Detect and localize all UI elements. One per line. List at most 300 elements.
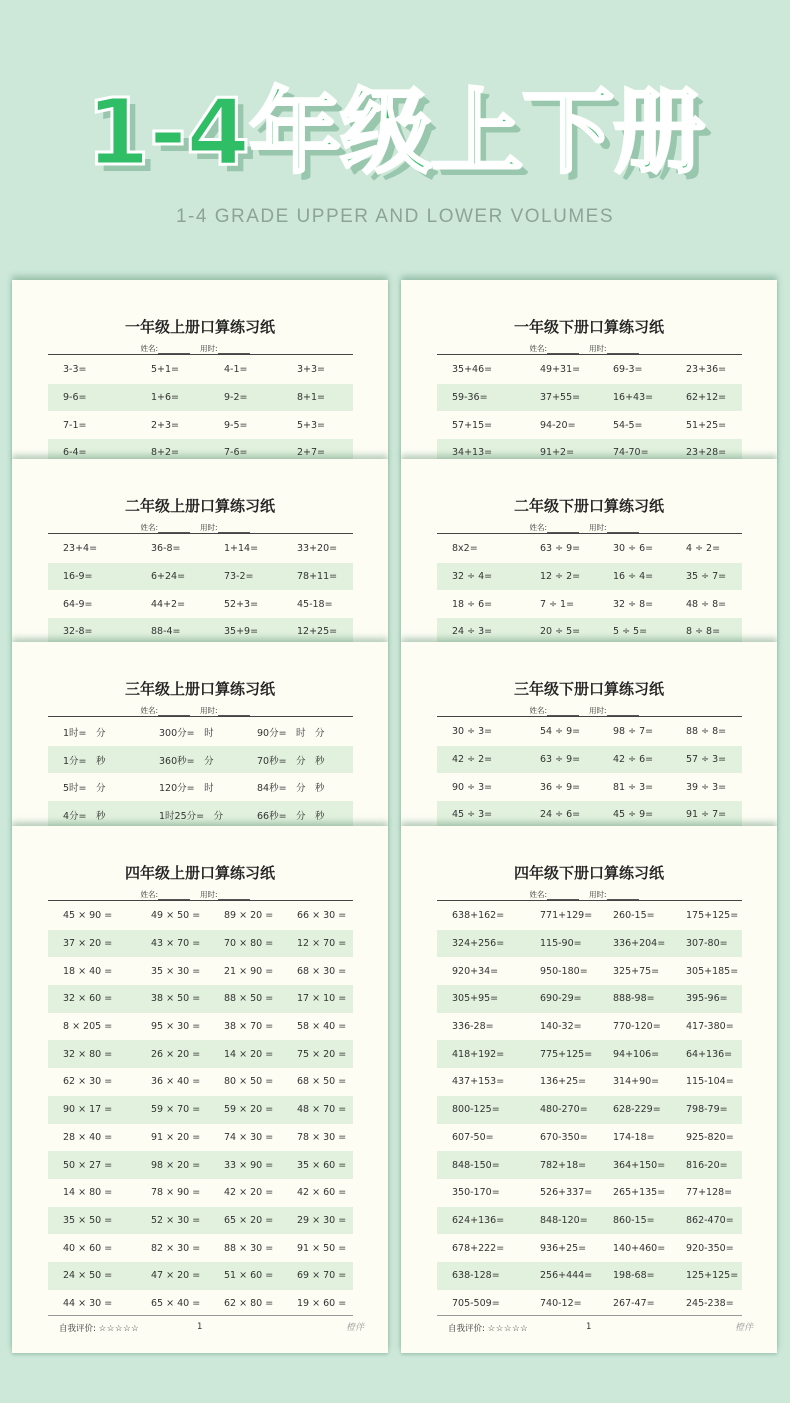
problem-cell: 437+153= (452, 1076, 505, 1088)
problem-cell: 2+7= (297, 447, 326, 459)
problem-cell: 49 × 50 = (151, 910, 201, 922)
problem-cell: 24 ÷ 3= (452, 626, 493, 638)
name-blank (547, 891, 579, 900)
header-rule (48, 533, 353, 534)
problem-cell: 9-5= (224, 419, 248, 431)
table-row (437, 1068, 742, 1096)
time-blank (607, 707, 639, 716)
problem-cell: 8x2= (452, 543, 478, 555)
problem-cell: 624+136= (452, 1214, 505, 1226)
sheet-title: 二年级上册口算练习纸 (124, 497, 275, 515)
problem-cell: 74-70= (613, 447, 649, 459)
table-row (48, 746, 353, 774)
name-blank (547, 345, 579, 354)
problem-cell: 395-96= (686, 993, 728, 1005)
table-row (48, 1262, 353, 1290)
table-row (48, 957, 353, 985)
problem-cell: 314+90= (613, 1076, 660, 1088)
problem-cell: 1+6= (151, 392, 180, 404)
problem-cell: 260-15= (613, 910, 655, 922)
sheet-title: 三年级下册口算练习纸 (513, 680, 664, 698)
problem-cell: 40 × 60 = (63, 1242, 113, 1254)
problem-cell: 62 × 80 = (224, 1297, 274, 1309)
problem-cell: 82 × 30 = (151, 1242, 201, 1254)
sheet-meta (401, 343, 777, 354)
problem-cell: 43 × 70 = (151, 938, 201, 950)
problem-cell: 88 ÷ 8= (686, 726, 727, 738)
problem-cell: 336+204= (613, 938, 666, 950)
problem-cell: 120分= 时 (159, 783, 214, 795)
problem-cell: 38 × 50 = (151, 993, 201, 1005)
problem-cell: 775+125= (540, 1048, 593, 1060)
problem-cell: 73-2= (224, 571, 254, 583)
problem-cell: 29 × 30 = (297, 1214, 347, 1226)
brand-logo: 橙伴 (734, 1323, 753, 1333)
table-row (437, 801, 742, 827)
problem-cell: 32 × 80 = (63, 1048, 113, 1060)
sheet-grade2-upper (12, 459, 388, 642)
problem-cell: 23+28= (686, 447, 727, 459)
problem-cell: 59-36= (452, 392, 488, 404)
problem-rows (437, 356, 742, 460)
sheet-title: 一年级下册口算练习纸 (513, 318, 664, 336)
footer-rule (48, 1315, 353, 1316)
problem-cell: 19 × 60 = (297, 1297, 347, 1309)
problem-cell: 57+15= (452, 419, 493, 431)
table-row (48, 1234, 353, 1262)
problem-cell: 1+14= (224, 543, 259, 555)
problem-cell: 848-150= (452, 1159, 500, 1171)
problem-cell: 740-12= (540, 1297, 582, 1309)
name-blank (158, 345, 190, 354)
problem-cell: 42 ÷ 6= (613, 754, 654, 766)
table-row (48, 718, 353, 746)
problem-cell: 305+95= (452, 993, 499, 1005)
problem-cell: 50 × 27 = (63, 1159, 113, 1171)
problem-cell: 862-470= (686, 1214, 734, 1226)
problem-cell: 35 ÷ 7= (686, 571, 727, 583)
problem-cell: 324+256= (452, 938, 505, 950)
problem-cell: 3+3= (297, 364, 326, 376)
problem-cell: 59 × 20 = (224, 1104, 274, 1116)
problem-cell: 678+222= (452, 1242, 505, 1254)
problem-cell: 66 × 30 = (297, 910, 347, 922)
table-row (437, 985, 742, 1013)
problem-cell: 4 ÷ 2= (686, 543, 721, 555)
sheet-title: 二年级下册口算练习纸 (513, 497, 664, 515)
problem-cell: 57 ÷ 3= (686, 754, 727, 766)
table-row (437, 590, 742, 618)
problem-cell: 26 × 20 = (151, 1048, 201, 1060)
problem-cell: 64+136= (686, 1048, 733, 1060)
problem-cell: 54 ÷ 9= (540, 726, 581, 738)
problem-cell: 8 ÷ 8= (686, 626, 721, 638)
problem-cell: 860-15= (613, 1214, 655, 1226)
problem-cell: 6-4= (63, 447, 87, 459)
problem-cell: 91 ÷ 7= (686, 809, 727, 821)
problem-cell: 44 × 30 = (63, 1297, 113, 1309)
problem-cell: 42 ÷ 2= (452, 754, 493, 766)
table-row (437, 1013, 742, 1041)
problem-cell: 5+1= (151, 364, 180, 376)
time-label: 用时: (200, 523, 218, 532)
problem-cell: 3-3= (63, 364, 87, 376)
table-row (437, 439, 742, 460)
problem-cell: 136+25= (540, 1076, 587, 1088)
table-row (48, 384, 353, 412)
problem-cell: 526+337= (540, 1187, 593, 1199)
problem-cell: 42 × 60 = (297, 1187, 347, 1199)
problem-cell: 59 × 70 = (151, 1104, 201, 1116)
time-label: 用时: (589, 344, 607, 353)
problem-cell: 65 × 40 = (151, 1297, 201, 1309)
problem-cell: 52+3= (224, 598, 259, 610)
table-row (437, 746, 742, 774)
problem-cell: 480-270= (540, 1104, 588, 1116)
sheet-title: 一年级上册口算练习纸 (124, 318, 275, 336)
table-row (437, 384, 742, 412)
problem-cell: 771+129= (540, 910, 593, 922)
name-label: 姓名: (140, 523, 158, 532)
problem-cell: 70秒= 分 秒 (257, 755, 325, 767)
problem-cell: 418+192= (452, 1048, 505, 1060)
problem-cell: 638+162= (452, 910, 505, 922)
problem-cell: 18 × 40 = (63, 965, 113, 977)
problem-cell: 77+128= (686, 1187, 733, 1199)
problem-cell: 35+9= (224, 626, 259, 638)
problem-cell: 936+25= (540, 1242, 587, 1254)
name-blank (158, 707, 190, 716)
time-label: 用时: (200, 344, 218, 353)
problem-cell: 5+3= (297, 419, 326, 431)
sheet-grade1-lower (401, 280, 777, 460)
table-row (437, 1234, 742, 1262)
problem-cell: 265+135= (613, 1187, 666, 1199)
sheet-grade3-lower (401, 642, 777, 827)
problem-cell: 63 ÷ 9= (540, 754, 581, 766)
problem-cell: 1时= 分 (63, 727, 106, 739)
problem-cell: 32 ÷ 8= (613, 598, 654, 610)
table-row (48, 1179, 353, 1207)
table-row (48, 1013, 353, 1041)
problem-cell: 628-229= (613, 1104, 661, 1116)
problem-cell: 32 ÷ 4= (452, 571, 493, 583)
name-blank (158, 524, 190, 533)
header-rule (48, 900, 353, 901)
time-blank (218, 707, 250, 716)
problem-cell: 91 × 50 = (297, 1242, 347, 1254)
problem-cell: 94-20= (540, 419, 576, 431)
time-label: 用时: (589, 523, 607, 532)
problem-cell: 8 × 205 = (63, 1021, 113, 1033)
problem-cell: 44+2= (151, 598, 186, 610)
page-number: 1 (586, 1322, 592, 1332)
problem-cell: 607-50= (452, 1131, 494, 1143)
self-eval-label: 自我评价: (59, 1324, 96, 1334)
problem-cell: 125+125= (686, 1270, 739, 1282)
footer-rule (437, 1315, 742, 1316)
name-label: 姓名: (529, 706, 547, 715)
problem-cell: 98 ÷ 7= (613, 726, 654, 738)
problem-cell: 7-1= (63, 419, 87, 431)
problem-cell: 848-120= (540, 1214, 588, 1226)
problem-cell: 63 ÷ 9= (540, 543, 581, 555)
table-row (48, 1096, 353, 1124)
time-label: 用时: (589, 706, 607, 715)
problem-cell: 30 ÷ 6= (613, 543, 654, 555)
problem-cell: 74 × 30 = (224, 1131, 274, 1143)
sheet-grade4-upper (12, 826, 388, 1353)
problem-cell: 91 × 20 = (151, 1131, 201, 1143)
sheet-meta (401, 705, 777, 716)
problem-cell: 350-170= (452, 1187, 500, 1199)
table-row (437, 902, 742, 930)
problem-cell: 95 × 30 = (151, 1021, 201, 1033)
time-blank (218, 345, 250, 354)
table-row (48, 535, 353, 563)
problem-cell: 140-32= (540, 1021, 582, 1033)
problem-cell: 417-380= (686, 1021, 734, 1033)
sheet-grade2-lower (401, 459, 777, 642)
problem-cell: 9-2= (224, 392, 248, 404)
problem-cell: 34+13= (452, 447, 493, 459)
problem-rows (48, 535, 353, 642)
time-label: 用时: (589, 890, 607, 899)
hero-title: 1-4年级上下册 (85, 79, 705, 186)
problem-cell: 80 × 50 = (224, 1076, 274, 1088)
problem-cell: 8+1= (297, 392, 326, 404)
problem-cell: 48 ÷ 8= (686, 598, 727, 610)
problem-cell: 32-8= (63, 626, 93, 638)
problem-cell: 51+25= (686, 419, 727, 431)
table-row (437, 930, 742, 958)
problem-cell: 770-120= (613, 1021, 661, 1033)
sheet-meta (12, 343, 388, 354)
hero-subtitle: 1-4 GRADE UPPER AND LOWER VOLUMES (175, 206, 615, 227)
time-blank (607, 524, 639, 533)
sheet-grade3-upper (12, 642, 388, 827)
time-blank (607, 891, 639, 900)
problem-cell: 14 × 80 = (63, 1187, 113, 1199)
problem-cell: 920+34= (452, 965, 499, 977)
problem-cell: 88 × 30 = (224, 1242, 274, 1254)
problem-cell: 58 × 40 = (297, 1021, 347, 1033)
problem-cell: 98 × 20 = (151, 1159, 201, 1171)
table-row (48, 356, 353, 384)
name-label: 姓名: (140, 890, 158, 899)
problem-cell: 23+36= (686, 364, 727, 376)
problem-cell: 6+24= (151, 571, 186, 583)
problem-cell: 36 × 40 = (151, 1076, 201, 1088)
problem-cell: 16-9= (63, 571, 93, 583)
problem-cell: 16+43= (613, 392, 654, 404)
problem-cell: 35 × 30 = (151, 965, 201, 977)
problem-cell: 670-350= (540, 1131, 588, 1143)
time-blank (607, 345, 639, 354)
name-label: 姓名: (529, 344, 547, 353)
problem-cell: 45 × 90 = (63, 910, 113, 922)
problem-cell: 5 ÷ 5= (613, 626, 648, 638)
problem-cell: 35 × 60 = (297, 1159, 347, 1171)
table-row (48, 1040, 353, 1068)
sheet-meta (12, 522, 388, 533)
problem-cell: 115-104= (686, 1076, 734, 1088)
problem-cell: 94+106= (613, 1048, 660, 1060)
problem-cell: 62 × 30 = (63, 1076, 113, 1088)
name-blank (547, 524, 579, 533)
problem-cell: 49+31= (540, 364, 581, 376)
problem-cell: 798-79= (686, 1104, 728, 1116)
problem-cell: 20 ÷ 5= (540, 626, 581, 638)
problem-cell: 638-128= (452, 1270, 500, 1282)
problem-cell: 70 × 80 = (224, 938, 274, 950)
problem-cell: 174-18= (613, 1131, 655, 1143)
table-row (437, 1096, 742, 1124)
table-row (48, 590, 353, 618)
problem-cell: 75 × 20 = (297, 1048, 347, 1060)
problem-cell: 33+20= (297, 543, 338, 555)
table-row (48, 902, 353, 930)
problem-cell: 65 × 20 = (224, 1214, 274, 1226)
problem-cell: 950-180= (540, 965, 588, 977)
table-row (437, 563, 742, 591)
table-row (437, 1179, 742, 1207)
header-rule (437, 716, 742, 717)
problem-rows (437, 902, 742, 1317)
header-rule (437, 533, 742, 534)
sheet-meta (401, 522, 777, 533)
problem-cell: 35 × 50 = (63, 1214, 113, 1226)
table-row (48, 985, 353, 1013)
time-blank (218, 891, 250, 900)
problem-cell: 88-4= (151, 626, 181, 638)
table-row (437, 718, 742, 746)
problem-cell: 705-509= (452, 1297, 500, 1309)
problem-cell: 24 ÷ 6= (540, 809, 581, 821)
self-evaluation (448, 1322, 528, 1334)
problem-cell: 336-28= (452, 1021, 494, 1033)
problem-cell: 690-29= (540, 993, 582, 1005)
problem-cell: 64-9= (63, 598, 93, 610)
problem-cell: 78 × 90 = (151, 1187, 201, 1199)
table-row (437, 356, 742, 384)
problem-cell: 115-90= (540, 938, 582, 950)
problem-cell: 36-8= (151, 543, 181, 555)
problem-cell: 17 × 10 = (297, 993, 347, 1005)
problem-cell: 30 ÷ 3= (452, 726, 493, 738)
star-rating-icon: ☆☆☆☆☆ (487, 1324, 529, 1334)
name-label: 姓名: (529, 523, 547, 532)
problem-cell: 52 × 30 = (151, 1214, 201, 1226)
sheet-meta (401, 889, 777, 900)
problem-cell: 18 ÷ 6= (452, 598, 493, 610)
problem-cell: 7-6= (224, 447, 248, 459)
problem-cell: 12 × 70 = (297, 938, 347, 950)
problem-cell: 88 × 50 = (224, 993, 274, 1005)
sheet-grade4-lower (401, 826, 777, 1353)
self-eval-label: 自我评价: (448, 1324, 485, 1334)
problem-cell: 78 × 30 = (297, 1131, 347, 1143)
sheet-meta (12, 705, 388, 716)
table-row (437, 618, 742, 642)
problem-cell: 1时25分= 分 (159, 810, 224, 822)
problem-cell: 4分= 秒 (63, 810, 106, 822)
table-row (437, 957, 742, 985)
table-row (48, 618, 353, 642)
problem-cell: 267-47= (613, 1297, 655, 1309)
time-label: 用时: (200, 890, 218, 899)
time-label: 用时: (200, 706, 218, 715)
problem-cell: 325+75= (613, 965, 660, 977)
problem-cell: 39 ÷ 3= (686, 781, 727, 793)
problem-cell: 300分= 时 (159, 727, 214, 739)
problem-cell: 90分= 时 分 (257, 727, 325, 739)
problem-rows (437, 718, 742, 827)
problem-cell: 47 × 20 = (151, 1270, 201, 1282)
table-row (48, 930, 353, 958)
star-rating-icon: ☆☆☆☆☆ (98, 1324, 140, 1334)
table-row (437, 1207, 742, 1235)
problem-cell: 38 × 70 = (224, 1021, 274, 1033)
problem-cell: 782+18= (540, 1159, 587, 1171)
problem-cell: 8+2= (151, 447, 180, 459)
table-row (48, 773, 353, 801)
problem-cell: 305+185= (686, 965, 739, 977)
problem-cell: 45 ÷ 3= (452, 809, 493, 821)
problem-cell: 175+125= (686, 910, 739, 922)
problem-cell: 54-5= (613, 419, 643, 431)
problem-cell: 78+11= (297, 571, 338, 583)
problem-cell: 24 × 50 = (63, 1270, 113, 1282)
table-row (48, 1124, 353, 1152)
name-label: 姓名: (140, 706, 158, 715)
problem-cell: 33 × 90 = (224, 1159, 274, 1171)
problem-cell: 36 ÷ 9= (540, 781, 581, 793)
problem-cell: 84秒= 分 秒 (257, 783, 325, 795)
problem-cell: 12 ÷ 2= (540, 571, 581, 583)
name-blank (547, 707, 579, 716)
problem-cell: 307-80= (686, 938, 728, 950)
problem-cell: 37 × 20 = (63, 938, 113, 950)
table-row (48, 1151, 353, 1179)
table-row (437, 535, 742, 563)
time-blank (218, 524, 250, 533)
brand-logo: 橙伴 (345, 1323, 364, 1333)
problem-cell: 90 ÷ 3= (452, 781, 493, 793)
problem-cell: 21 × 90 = (224, 965, 274, 977)
problem-cell: 91+2= (540, 447, 575, 459)
problem-cell: 9-6= (63, 392, 87, 404)
page-number: 1 (197, 1322, 203, 1332)
problem-cell: 48 × 70 = (297, 1104, 347, 1116)
table-row (48, 1207, 353, 1235)
problem-cell: 920-350= (686, 1242, 734, 1254)
table-row (48, 411, 353, 439)
table-row (437, 1262, 742, 1290)
problem-cell: 16 ÷ 4= (613, 571, 654, 583)
problem-cell: 7 ÷ 1= (540, 598, 575, 610)
problem-cell: 51 × 60 = (224, 1270, 274, 1282)
problem-cell: 14 × 20 = (224, 1048, 274, 1060)
problem-cell: 256+444= (540, 1270, 593, 1282)
problem-cell: 69-3= (613, 364, 643, 376)
problem-rows (48, 356, 353, 460)
problem-cell: 62+12= (686, 392, 727, 404)
problem-cell: 5时= 分 (63, 783, 106, 795)
self-evaluation (59, 1322, 139, 1334)
problem-cell: 364+150= (613, 1159, 666, 1171)
problem-cell: 28 × 40 = (63, 1131, 113, 1143)
